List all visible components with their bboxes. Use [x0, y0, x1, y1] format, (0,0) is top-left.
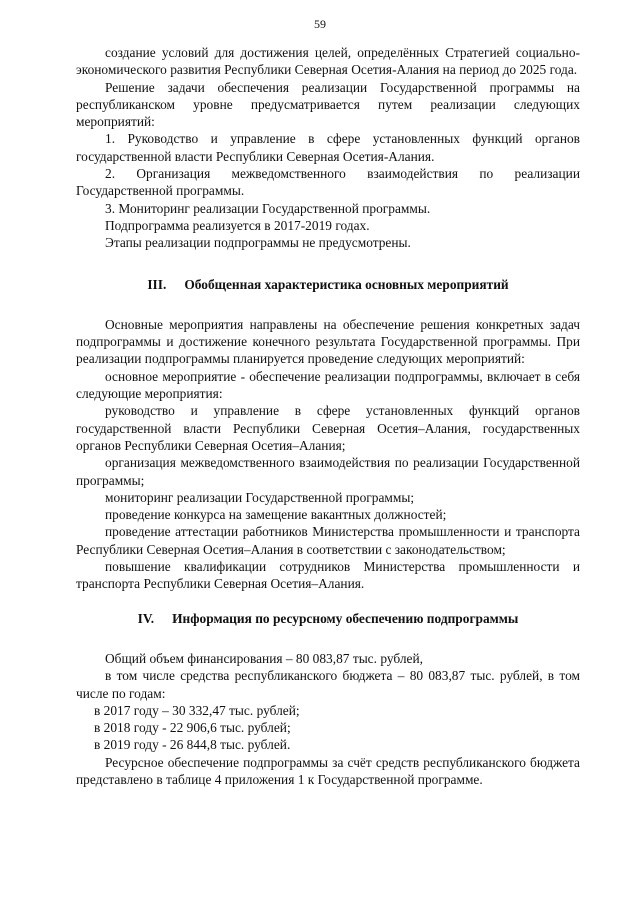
section-4-heading: [76, 610, 580, 627]
section-3-paragraph-monitoring: мониторинг реализации Государственной программы;: [105, 489, 415, 505]
section-3-paragraph-main-activity: основное мероприятие - обеспечение реализации подпрограммы, включает в себя следующие мероприятия:: [76, 368, 580, 402]
section-3-paragraph-qualification: повышение квалификации сотрудников Министерства промышленности и транспорта Республики Северная Осетия–Алания.: [76, 559, 580, 592]
list-item-3: 3. Мониторинг реализации Государственной программы.: [105, 200, 431, 216]
page-number: 59: [314, 17, 326, 31]
paragraph-task-solution: Решение задачи обеспечения реализации Государственной программы на республиканском уровне предусматривается путем реализации следующих мероприятий:: [76, 79, 580, 130]
section-3-paragraph-competition: проведение конкурса на замещение вакантных должностей;: [105, 507, 447, 523]
section-4-number: IV.: [137, 610, 155, 626]
list-item-1: 1. Руководство и управление в сфере установленных функций органов государственной власти Республики Северная Осетия-Алания.: [76, 131, 580, 164]
document-body: [76, 44, 580, 788]
paragraph-period: Подпрограмма реализуется в 2017-2019 годах.: [105, 217, 370, 233]
section-4-total-funding: Общий объем финансирования – 80 083,87 тыс. рублей,: [105, 650, 423, 666]
section-3-number: III.: [147, 276, 167, 292]
section-3-paragraph-attestation: проведение аттестации работников Министерства промышленности и транспорта Республики Северная Осетия–Алания в соответствии с законодательством;: [76, 524, 580, 557]
section-4-closing: Ресурсное обеспечение подпрограммы за счёт средств республиканского бюджета представлено в таблице 4 приложения 1 к Государственной программе.: [76, 754, 580, 787]
section-3-paragraph-management: руководство и управление в сфере установленных функций органов государственной власти Республики Северная Осетия–Алания, государственных органов Республики Северная Осетия–Алания;: [76, 403, 580, 453]
paragraph-goals: создание условий для достижения целей, определённых Стратегией социально-экономического развития Республики Северная Осетия-Алания на период до 2025 года.: [76, 45, 580, 78]
paragraph-stages: Этапы реализации подпрограммы не предусмотрены.: [105, 235, 411, 251]
section-4-budget-funding: в том числе средства республиканского бюджета – 80 083,87 тыс. рублей, в том числе по годам:: [76, 668, 580, 701]
list-item-2: 2. Организация межведомственного взаимодействия по реализации Государственной программы.: [76, 166, 580, 199]
section-4-year-2017: в 2017 году – 30 332,47 тыс. рублей;: [94, 702, 300, 718]
section-3-heading: [76, 276, 580, 293]
section-3-title: Обобщенная характеристика основных мероприятий: [184, 276, 509, 292]
section-3-paragraph-organization: организация межведомственного взаимодействия по реализации Государственной программы;: [76, 455, 580, 488]
section-4-year-2018: в 2018 году - 22 906,6 тыс. рублей;: [94, 720, 291, 736]
section-4-year-2019: в 2019 году - 26 844,8 тыс. рублей.: [94, 737, 291, 753]
section-4-title: Информация по ресурсному обеспечению подпрограммы: [172, 610, 519, 626]
section-3-paragraph-intro: Основные мероприятия направлены на обеспечение решения конкретных задач подпрограммы и достижение конечного результата Государственной программы. При реализации подпрограммы планируется проведение следующих мероприятий:: [76, 316, 580, 367]
